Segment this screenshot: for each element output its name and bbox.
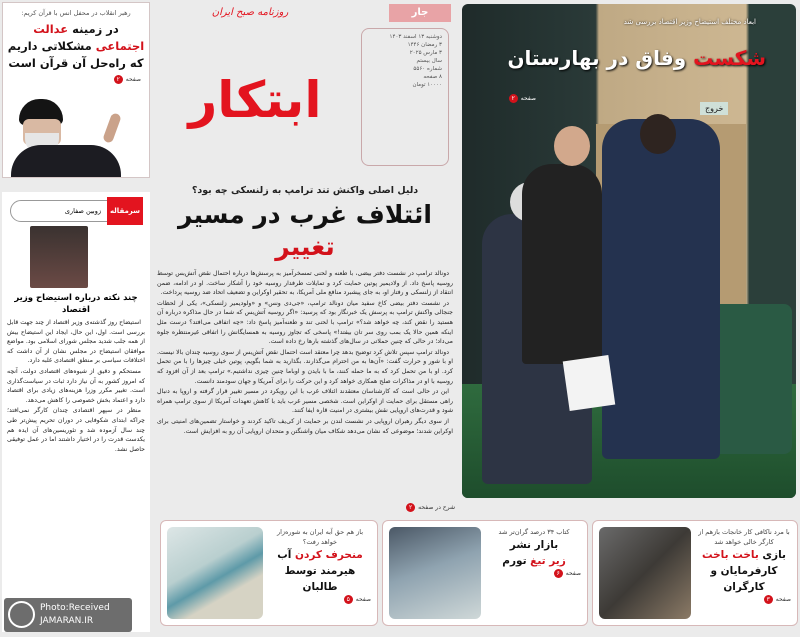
teaser-headline: بازار نشر زیر تیغ تورم [502, 539, 566, 567]
editorial-column[interactable] [2, 192, 150, 632]
page-reference: صفحه ۲ [509, 94, 536, 103]
continued-page-reference[interactable]: شرح در صفحه ۲ [155, 503, 455, 512]
columnist-badge [10, 200, 140, 222]
main-article-body: دونالد ترامپ در نشست دفتر بیضی، با طعنه و لحنی تمسخرآمیز به پرسش‌ها درباره احتمال نقض آتش‌بس توسط روسیه پاسخ داد. از ولادیمیر پوتین حمایت کرد و تمایلات طرفدار روسیه خود را آشکار ساخت. او در ادامه، ضمن انتقاد از زلنسکی و رفتار او، به جای پیشبرد منافع ملی آمریکا، به تحقیر اوکراین و تضعیف اتحاد ضد روسیه پرداخت. در نشست دفتر بیضی کاخ سفید میان دونالد ترامپ، «جی‌دی ونس» و «ولودیمیر زلنسکی»، یکی از لحظات جنجالی واکنش ترامپ به پرسش یک خبرنگار بود که پرسید: «اگر روسیه آتش‌بس که شما در حال مذاکره درباره آن هستید را نقض کند، چه خواهد شد؟» ترامپ با لحنی تند و طعنه‌آمیز پاسخ داد: «چه اتفاقی می‌افتد؟ درست مثل اینکه همین حالا یک بمب روی سر تان بیفتد!» پاسخی که تجاوز روسیه به همسایگانش را اتفاقی غیرمنتظره جلوه می‌داد؛ در حالی که چنین حملاتی در سال‌های گذشته بارها رخ داده است. دونالد ترامپ سپس تلاش کرد توضیح بدهد چرا معتقد است احتمال نقض آتش‌بس از سوی روسیه چندان بالا نیست. او با شور و حرارت گفت: «آن‌ها به من احترام می‌گذارند. بگذارید به شما بگویم، پوتین خیلی چیزها را با من تحمل کرد. او با من تحمل کرد که به ما حمله کنند، ما با بایدن و اوباما چنین چیزی نداشتیم.» ترامپ بعد از آن افزود که روسیه با او در مذاکرات صلح همکاری خواهد کرد و این حرکت را برای آمریکا و جهان سودمند دانست. این در حالی است که کارشناسان معتقدند ائتلاف غرب با این رویکرد در مسیر تغییر قرار گرفته و اروپا به دنبال راهی مستقل برای حمایت از اوکراین است. شخصی مسیر غرب باید با کاهش تعهدات آمریکا از سوی ترامپ همراه شود و قدرت‌های اروپایی نقش بیشتری در امنیت قاره ایفا کنند. از سوی دیگر رهبران اروپایی در نشست لندن بر حمایت از کی‌یف تاکید کردند و خواستار تضمین‌های امنیتی برای اوکراین شدند؛ موضوعی که نشان می‌دهد شکاف میان واشنگتن و متحدان اروپایی آن رو به افزایش است. [157, 270, 453, 435]
teaser-headline: منحرف کردن آب هیرمند توسط طالبان [277, 549, 363, 593]
author-photo [30, 226, 88, 288]
photo-headline: شکست وفاق در بهارستان [507, 46, 766, 70]
exit-sign: خروج [700, 102, 728, 115]
photo-kicker: ابعاد مختلف استیضاح وزیر اقتصاد بررسی شد [623, 18, 756, 26]
editorial-title: چند نکته درباره استیضاح وزیر اقتصاد [14, 293, 138, 315]
teaser-kicker: کتاب ۳۴ درصد گران‌تر شد [498, 528, 570, 536]
logo-subtitle: روزنامه صبح ایران [211, 7, 289, 18]
masthead [155, 0, 455, 180]
teaser-workers[interactable] [592, 520, 798, 626]
teaser-helmand[interactable] [160, 520, 378, 626]
teaser-books[interactable] [382, 520, 588, 626]
page-reference: صفحه ۳ [697, 595, 791, 604]
parliament-photo-story[interactable] [462, 4, 796, 498]
editorial-body: استیضاح روز گذشته‌ی وزیر اقتصاد از چند جهت قابل بررسی است. اول، این حال، ایجاد این استیضاح بیش از همه جلب شدید مجلس شورای اسلامی بود. مواضع موافقان استیضاح در مجلس نشان از آن داشت که اختلافات سیاسی بر منطق اقتصادی غلبه دارد. مستحکم و دقیق از شیوه‌های اقتصادی دولت، آنچه که امروز کشور به آن نیاز دارد ثبات در سیاست‌گذاری است. تغییر مکرر وزرا هزینه‌های زیادی برای اقتصاد دارد و اعتماد بخش خصوصی را کاهش می‌دهد. منظر در سپهر اقتصادی چندان کارگر نمی‌افتد؛ چراکه ابتدای شکوفایی در دوران تحریم پیش‌تر طی چند سال آزموده شد و تئوریسین‌های آن ایده هم یکدست قدرت را در اختیار داشتند اما در عمل توفیقی حاصل نشد. [7, 319, 145, 453]
newspaper-logo: ابتکار [188, 71, 322, 129]
book-fair-photo [389, 527, 481, 619]
editorial-label: سرمقاله [107, 197, 143, 225]
page-reference: صفحه ۲ [3, 75, 141, 84]
teaser-kicker: با مرد ناکافی کار خانجات بازهم از کارگر خالی خواهد شد [698, 528, 790, 546]
bald-man [522, 164, 602, 364]
river-photo [167, 527, 263, 619]
man-in-suit [602, 119, 720, 459]
teaser-headline: بازی باخت باخت کارفرمایان و کارگران [701, 549, 786, 593]
author-name: زوبین صفاری [64, 207, 101, 215]
leader-quote-box[interactable] [2, 2, 150, 178]
main-story [155, 184, 455, 512]
page-reference: صفحه ۵ [269, 595, 371, 604]
main-headline[interactable]: ائتلاف غرب در مسیر تغییر [178, 200, 432, 261]
photo-credit-watermark: Photo:Received JAMARAN.IR [4, 598, 132, 632]
leader-headline: در زمینه عدالت اجتماعی مشکلاتی داریم که راه‌حل آن قرآن است [7, 22, 145, 70]
section-tag: جار [389, 4, 451, 22]
leader-photo [11, 99, 131, 178]
main-subtitle: دلیل اصلی واکنش تند ترامپ به زلنسکی چه بود؟ [191, 185, 419, 196]
teaser-kicker: باز هم حق آبه ایران به شوره‌زار خواهد رفت؟ [276, 528, 364, 546]
page-reference: صفحه ۶ [487, 569, 581, 578]
leader-kicker: رهبر انقلاب در محفل انس با قرآن کریم: [21, 9, 131, 17]
issue-info: دوشنبه ۱۳ اسفند ۱۴۰۳ ۳ رمضان ۱۴۴۶ ۳ مارس ۲۰۲۵ سال بیستم شماره ۵۵۶۰ ۸ صفحه ۱۰۰۰۰ تومان [361, 28, 449, 166]
papers [563, 355, 616, 411]
jamaran-logo-icon [8, 601, 35, 628]
workers-photo [599, 527, 691, 619]
